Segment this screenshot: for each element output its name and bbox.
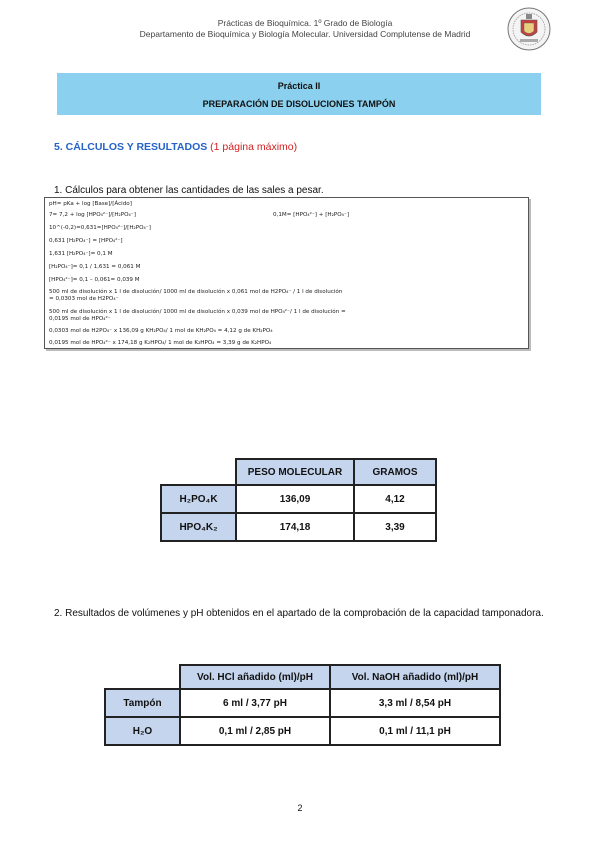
table-header: GRAMOS bbox=[354, 459, 436, 485]
table-cell: 174,18 bbox=[236, 513, 354, 541]
table-cell: 136,09 bbox=[236, 485, 354, 513]
table-cell: 3,39 bbox=[354, 513, 436, 541]
table-header: Vol. NaOH añadido (ml)/pH bbox=[330, 665, 500, 689]
section-title-text: 5. CÁLCULOS Y RESULTADOS bbox=[54, 141, 208, 153]
row-label: H₂PO₄K bbox=[161, 485, 236, 513]
calc-line: 0,631 [H₂PO₄⁻] = [HPO₄²⁻] bbox=[49, 238, 123, 244]
table-header: Vol. HCl añadido (ml)/pH bbox=[180, 665, 330, 689]
header-line-2: Departamento de Bioquímica y Biología Molecular. Universidad Complutense de Madrid bbox=[139, 29, 471, 39]
salts-table bbox=[160, 458, 437, 542]
practice-banner bbox=[57, 73, 541, 115]
buffer-capacity-table bbox=[104, 664, 501, 746]
calc-line: pH= pKa + log [Base]/[Ácido] bbox=[49, 201, 132, 207]
page-number: 2 bbox=[297, 803, 303, 813]
row-label: Tampón bbox=[105, 689, 180, 717]
table-row bbox=[161, 513, 436, 541]
section-title bbox=[54, 141, 297, 153]
table-cell: 6 ml / 3,77 pH bbox=[180, 689, 330, 717]
table-corner bbox=[161, 459, 236, 485]
calc-line: 10^(-0,2)=0,631=[HPO₄²⁻]/[H₂PO₄⁻] bbox=[49, 225, 151, 231]
calc-line: 0,0303 mol de H2PO₄⁻ x 136,09 g KH₂PO₄/ 1 mol de KH₂PO₄ = 4,12 g de KH₂PO₄ bbox=[49, 328, 273, 334]
table-row bbox=[105, 717, 500, 745]
practice-title: Práctica II bbox=[277, 81, 321, 91]
calc-line: 7= 7,2 + log [HPO₄²⁻]/[H₂PO₄⁻] bbox=[49, 212, 136, 218]
table-header: PESO MOLECULAR bbox=[236, 459, 354, 485]
calc-line: [H₂PO₄⁻]= 0,1 / 1,631 = 0,061 M bbox=[49, 264, 141, 270]
calculations-box bbox=[44, 197, 529, 349]
question-2: 2. Resultados de volúmenes y pH obtenidos en el apartado de la comprobación de la capacidad tamponadora. bbox=[54, 608, 544, 619]
section-note: (1 página máximo) bbox=[210, 141, 298, 153]
calc-line: 1,631 [H₂PO₄⁻]= 0,1 M bbox=[49, 251, 113, 257]
calc-line: 500 ml de disolución x 1 l de disolución/ 1000 ml de disolución x 0,039 mol de HPO₄²⁻/ 1 l de disolución = bbox=[49, 309, 346, 315]
header-line-1: Prácticas de Bioquímica. 1º Grado de Biología bbox=[217, 18, 393, 28]
university-seal-icon bbox=[506, 6, 552, 52]
table-cell: 4,12 bbox=[354, 485, 436, 513]
table-row bbox=[105, 689, 500, 717]
table-cell: 3,3 ml / 8,54 pH bbox=[330, 689, 500, 717]
calc-line: 0,0195 mol de HPO₄²⁻ bbox=[49, 316, 111, 322]
row-label: HPO₄K₂ bbox=[161, 513, 236, 541]
practice-subtitle: PREPARACIÓN DE DISOLUCIONES TAMPÓN bbox=[202, 99, 396, 109]
calc-line: 0,0195 mol de HPO₄²⁻ x 174,18 g K₂HPO₄/ 1 mol de K₂HPO₄ = 3,39 g de K₂HPO₄ bbox=[49, 340, 272, 346]
question-1: 1. Cálculos para obtener las cantidades de las sales a pesar. bbox=[54, 185, 324, 196]
table-cell: 0,1 ml / 2,85 pH bbox=[180, 717, 330, 745]
calc-line: 0,1M= [HPO₄²⁻] + [H₂PO₄⁻] bbox=[273, 212, 349, 218]
calc-line: = 0,0303 mol de H2PO₄⁻ bbox=[49, 296, 119, 302]
table-row bbox=[161, 485, 436, 513]
table-corner bbox=[105, 665, 180, 689]
calc-line: [HPO₄²⁻]= 0,1 – 0,061= 0,039 M bbox=[49, 277, 140, 283]
table-cell: 0,1 ml / 11,1 pH bbox=[330, 717, 500, 745]
row-label: H₂O bbox=[105, 717, 180, 745]
calc-line: 500 ml de disolución x 1 l de disolución/ 1000 ml de disolución x 0,061 mol de H2PO₄⁻ / 1 l de disolución bbox=[49, 289, 343, 295]
